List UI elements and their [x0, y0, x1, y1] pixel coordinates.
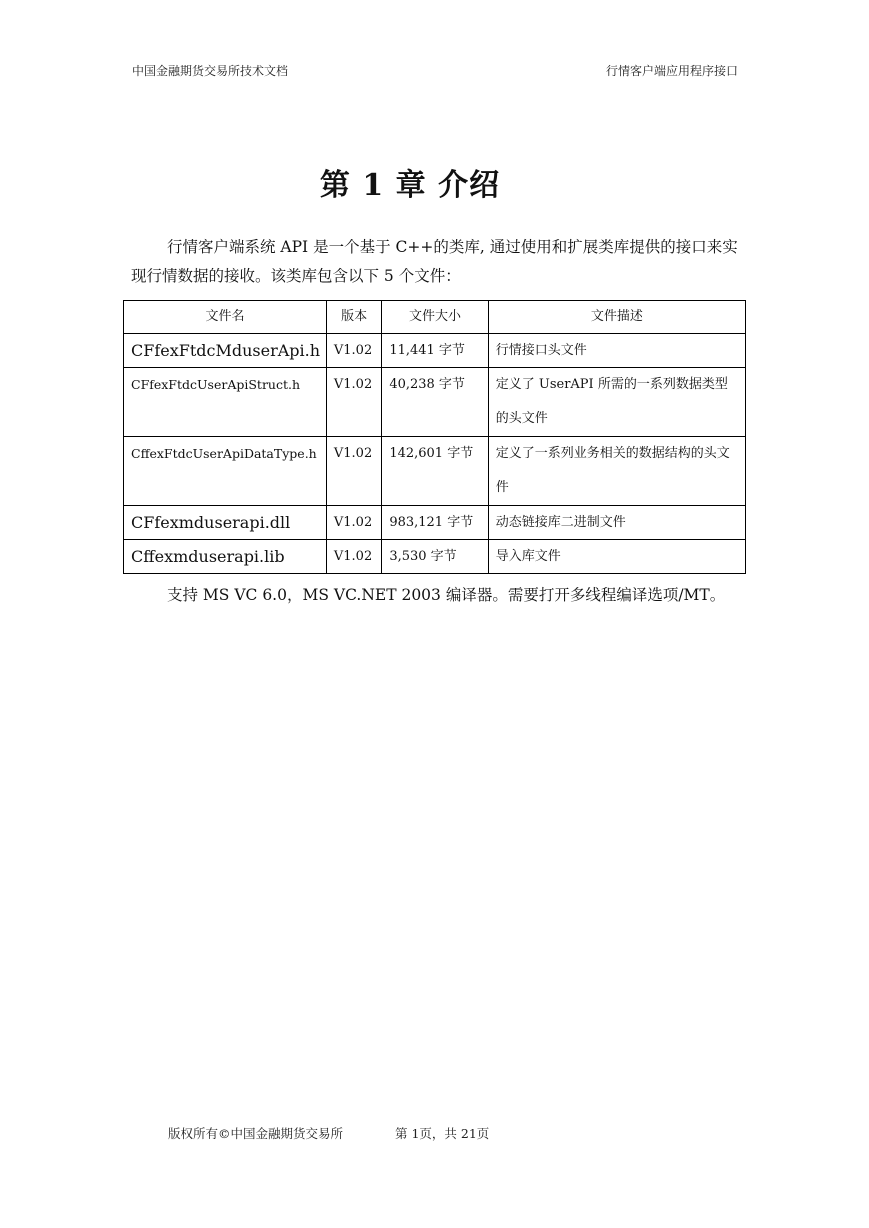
files-table [123, 300, 746, 574]
header-filesize: 文件大小 [382, 301, 488, 334]
file-description: 行情接口头文件 [488, 334, 745, 368]
file-description: 导入库文件 [488, 540, 745, 574]
file-version: V1.02 [326, 540, 381, 574]
table-row [124, 540, 746, 574]
support-paragraph: 支持 MS VC 6.0，MS VC.NET 2003 编译器。需要打开多线程编译选项/MT。 [167, 586, 726, 604]
file-version: V1.02 [326, 437, 381, 506]
file-name: CFfexmduserapi.dll [124, 506, 327, 540]
file-size: 40,238 字节 [382, 368, 488, 437]
file-name: CFfexFtdcUserApiStruct.h [124, 368, 327, 437]
file-description: 动态链接库二进制文件 [488, 506, 745, 540]
file-description: 定义了 UserAPI 所需的一系列数据类型的头文件 [488, 368, 745, 437]
table-row [124, 368, 746, 437]
file-size: 11,441 字节 [382, 334, 488, 368]
table-row [124, 334, 746, 368]
file-version: V1.02 [326, 506, 381, 540]
table-row [124, 437, 746, 506]
footer-copyright: 版权所有©中国金融期货交易所 [168, 1126, 344, 1141]
footer-page-number: 第 1页，共 21页 [395, 1126, 490, 1141]
file-size: 3,530 字节 [382, 540, 488, 574]
file-name: CFfexFtdcMduserApi.h [124, 334, 327, 368]
table-row [124, 506, 746, 540]
header-description: 文件描述 [488, 301, 745, 334]
header-version: 版本 [326, 301, 381, 334]
header-right: 行情客户端应用程序接口 [605, 64, 738, 78]
file-version: V1.02 [326, 334, 381, 368]
file-size: 983,121 字节 [382, 506, 488, 540]
file-description: 定义了一系列业务相关的数据结构的头文件 [488, 437, 745, 506]
header-left: 中国金融期货交易所技术文档 [132, 64, 289, 78]
file-name: Cffexmduserapi.lib [124, 540, 327, 574]
chapter-title: 第 1 章 介绍 [319, 168, 501, 203]
table-header-row [124, 301, 746, 334]
intro-paragraph: 行情客户端系统 API 是一个基于 C++的类库, 通过使用和扩展类库提供的接口来实现行情数据的接收。该类库包含以下 5 个文件： [131, 238, 738, 285]
file-name: CffexFtdcUserApiDataType.h [124, 437, 327, 506]
file-size: 142,601 字节 [382, 437, 488, 506]
file-version: V1.02 [326, 368, 381, 437]
header-filename: 文件名 [124, 301, 327, 334]
